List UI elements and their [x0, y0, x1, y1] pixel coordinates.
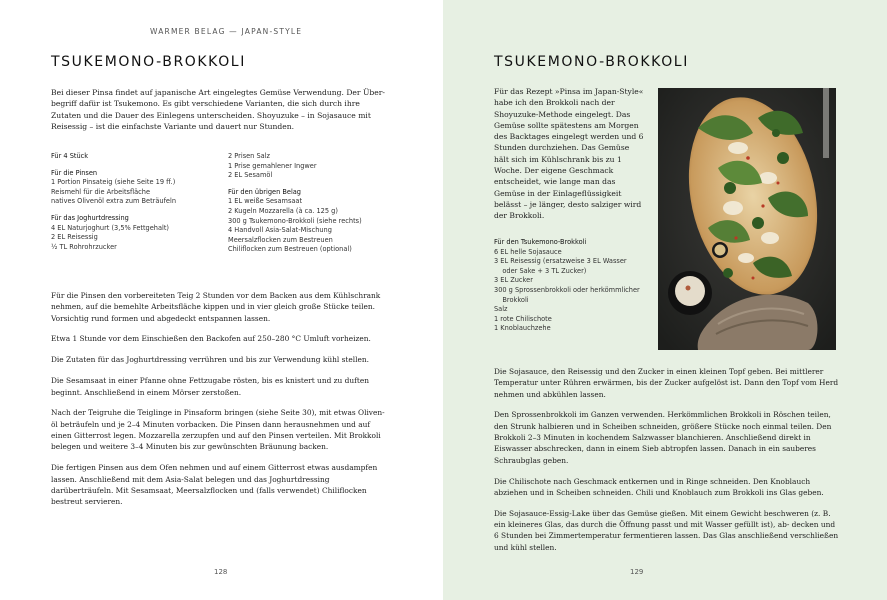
- instruction-paragraph: Die Sesamsaat in einer Pfanne ohne Fettzugabe rösten, bis es knistert und zu duften beginnt. Anschließend in einem Mörser zerstoßen.: [51, 376, 369, 397]
- instruction-paragraph: Die fertigen Pinsen aus dem Ofen nehmen und auf einem Gitterrost etwas ausdampfen lassen. Anschließend mit dem Asia-Salat belegen und das Joghurtdressing darüberträufeln. Mit Sesamsaat, Meersalzflocken und (falls verwendet) Chiliflocken bestreut servieren.: [51, 463, 378, 507]
- instruction-paragraph: Die Zutaten für das Joghurtdressing verrühren und bis zur Verwendung kühl stellen.: [51, 355, 369, 365]
- spacer: [51, 207, 221, 214]
- page-number: 128: [214, 568, 228, 576]
- ingredient-item: Chiliflocken zum Bestreuen (optional): [228, 245, 352, 254]
- instruction-paragraph: Die Sojasauce, den Reisessig und den Zucker in einen kleinen Topf geben. Bei mittlerer Temperatur unter Rühren erwärmen, bis der Zucker aufgelöst ist. Dann den Topf vom Herd nehmen und abkühlen lassen.: [494, 367, 839, 399]
- ingredient-item: 1 Prise gemahlener Ingwer: [228, 161, 317, 170]
- running-header: WARMER BELAG — JAPAN-STYLE: [150, 27, 303, 36]
- ingredient-item: 2 EL Reisessig: [51, 233, 98, 242]
- left-page: [0, 0, 443, 600]
- ingredient-item: Brokkoli: [494, 295, 529, 304]
- right-page: [443, 0, 887, 600]
- ingredients-list: [494, 238, 659, 334]
- ingredient-item: Salz: [494, 305, 508, 314]
- ingredient-item: 3 EL Zucker: [494, 276, 533, 285]
- page-number: 129: [630, 568, 644, 576]
- ingredient-item: 1 Portion Pinsateig (siehe Seite 19 ff.): [51, 178, 176, 187]
- ingredient-heading: Für das Joghurtdressing: [51, 213, 129, 222]
- ingredient-item: 300 g Sprossenbrokkoli oder herkömmlicher: [494, 285, 640, 294]
- intro-paragraph: Bei dieser Pinsa findet auf japanische Art eingelegtes Gemüse Verwendung. Der Über- begriff dafür ist Tsukemono. Es gibt verschiedene Varianten, die sich durch ihre Zutaten und die Dauer des Einlegens unterscheiden. Shoyuzuke – in Sojasauce mit Reisessig – ist die einfachste Variante und dauert nur Stunden.: [51, 88, 385, 132]
- instruction-paragraph: Etwa 1 Stunde vor dem Einschießen den Backofen auf 250–280 °C Umluft vorheizen.: [51, 334, 371, 344]
- instruction-paragraph: Die Chilischote nach Geschmack entkernen und in Ringe schneiden. Den Knoblauch abziehen und in Scheiben schneiden. Chili und Knoblauch zum Brokkoli ins Glas geben.: [494, 476, 824, 497]
- ingredient-heading: Für 4 Stück: [51, 152, 89, 160]
- ingredient-item: 1 EL weiße Sesamsaat: [228, 197, 303, 206]
- ingredient-heading: Für den übrigen Belag: [228, 187, 301, 196]
- ingredient-item: Reismehl für die Arbeitsfläche: [51, 187, 151, 196]
- ingredient-item: 1 rote Chilischote: [494, 314, 552, 323]
- ingredient-item: natives Olivenöl extra zum Beträufeln: [51, 197, 177, 206]
- ingredient-item: 1 Knoblauchzehe: [494, 324, 551, 333]
- ingredient-item: 6 EL helle Sojasauce: [494, 247, 562, 256]
- page-title: TSUKEMONO-BROKKOLI: [51, 54, 246, 70]
- pinsa-photo: [658, 88, 836, 350]
- instruction-paragraph: Für die Pinsen den vorbereiteten Teig 2 Stunden vor dem Backen aus dem Kühlschrank nehmen, auf die bemehlte Arbeitsfläche kippen und in vier gleich große Stücke teilen. Vorsichtig rund formen und abgedeckt entspannen lassen.: [51, 291, 381, 323]
- ingredient-item: 300 g Tsukemono-Brokkoli (siehe rechts): [228, 216, 362, 225]
- ingredient-item: 2 Prisen Salz: [228, 152, 270, 160]
- ingredient-item: 2 Kugeln Mozzarella (à ca. 125 g): [228, 206, 338, 215]
- knife: [823, 88, 829, 158]
- instruction-paragraph: Den Sprossenbrokkoli im Ganzen verwenden. Herkömmlichen Brokkoli in Röschen teilen, den Strunk halbieren und in Scheiben schneiden, größere Stücke noch einmal teilen. Den Brokkoli 2–3 Minuten in kochendem Salzwasser blanchieren. Anschließend direkt in Eiswasser abschrecken, dann in einem Sieb abtropfen lassen. Danach in ein sauberes Schraubglas geben.: [494, 410, 832, 465]
- ingredient-item: 2 EL Sesamöl: [228, 171, 273, 180]
- ingredient-item: 4 EL Naturjoghurt (3,5% Fettgehalt): [51, 223, 170, 232]
- ingredient-item: 4 Handvoll Asia-Salat-Mischung: [228, 226, 332, 235]
- instructions: [494, 366, 839, 563]
- ingredients-column-1: [51, 152, 221, 252]
- intro-paragraph: Für das Rezept »Pinsa im Japan-Style« habe ich den Brokkoli nach der Shoyuzuke-Methode eingelegt. Das Gemüse sollte spätestens am Morgen des Backtages eingelegt werden und 6 Stunden durchziehen. Das Gemüse hält sich im Kühlschrank bis zu 1 Woche. Der eigene Geschmack entscheidet, wie lange man das Gemüse in der Einlageflüssigkeit belässt – je länger, desto salziger wird der Brokkoli.: [494, 87, 644, 221]
- ingredient-item: ½ TL Rohrohrzucker: [51, 242, 117, 251]
- ingredients-column-2: [228, 152, 398, 255]
- ingredient-item: 3 EL Reisessig (ersatzweise 3 EL Wasser: [494, 257, 627, 266]
- instruction-paragraph: Die Sojasauce-Essig-Lake über das Gemüse gießen. Mit einem Gewicht beschweren (z. B. ein kleineres Glas, das durch die Öffnung passt und mit Wasser gefüllt ist), ab- decken und 6 Stunden bei Zimmertemperatur fermentieren lassen. Das Glas anschließend verschließen und kühl stellen.: [494, 508, 839, 552]
- ingredient-heading: Für den Tsukemono-Brokkoli: [494, 238, 587, 246]
- ingredient-heading: Für die Pinsen: [51, 168, 98, 177]
- page-title: TSUKEMONO-BROKKOLI: [494, 54, 689, 70]
- dressing: [675, 276, 705, 306]
- spacer: [228, 181, 398, 188]
- spacer: [51, 162, 221, 169]
- ingredient-item: Meersalzflocken zum Bestreuen: [228, 235, 333, 244]
- instruction-paragraph: Nach der Teigruhe die Teiglinge in Pinsaform bringen (siehe Seite 30), mit etwas Oliven- öl beträufeln und je 2–4 Minuten vorbacken. Die Pinsen dann herausnehmen und auf einen Gitterrost legen. Mozzarella zerzupfen und auf den Pinsen verteilen. Mit Brokkoli belegen und weitere 3–4 Minuten bis zur gewünschten Bräunung backen.: [51, 408, 385, 452]
- instructions: [51, 290, 393, 517]
- ingredient-item: oder Sake + 3 TL Zucker): [494, 266, 587, 275]
